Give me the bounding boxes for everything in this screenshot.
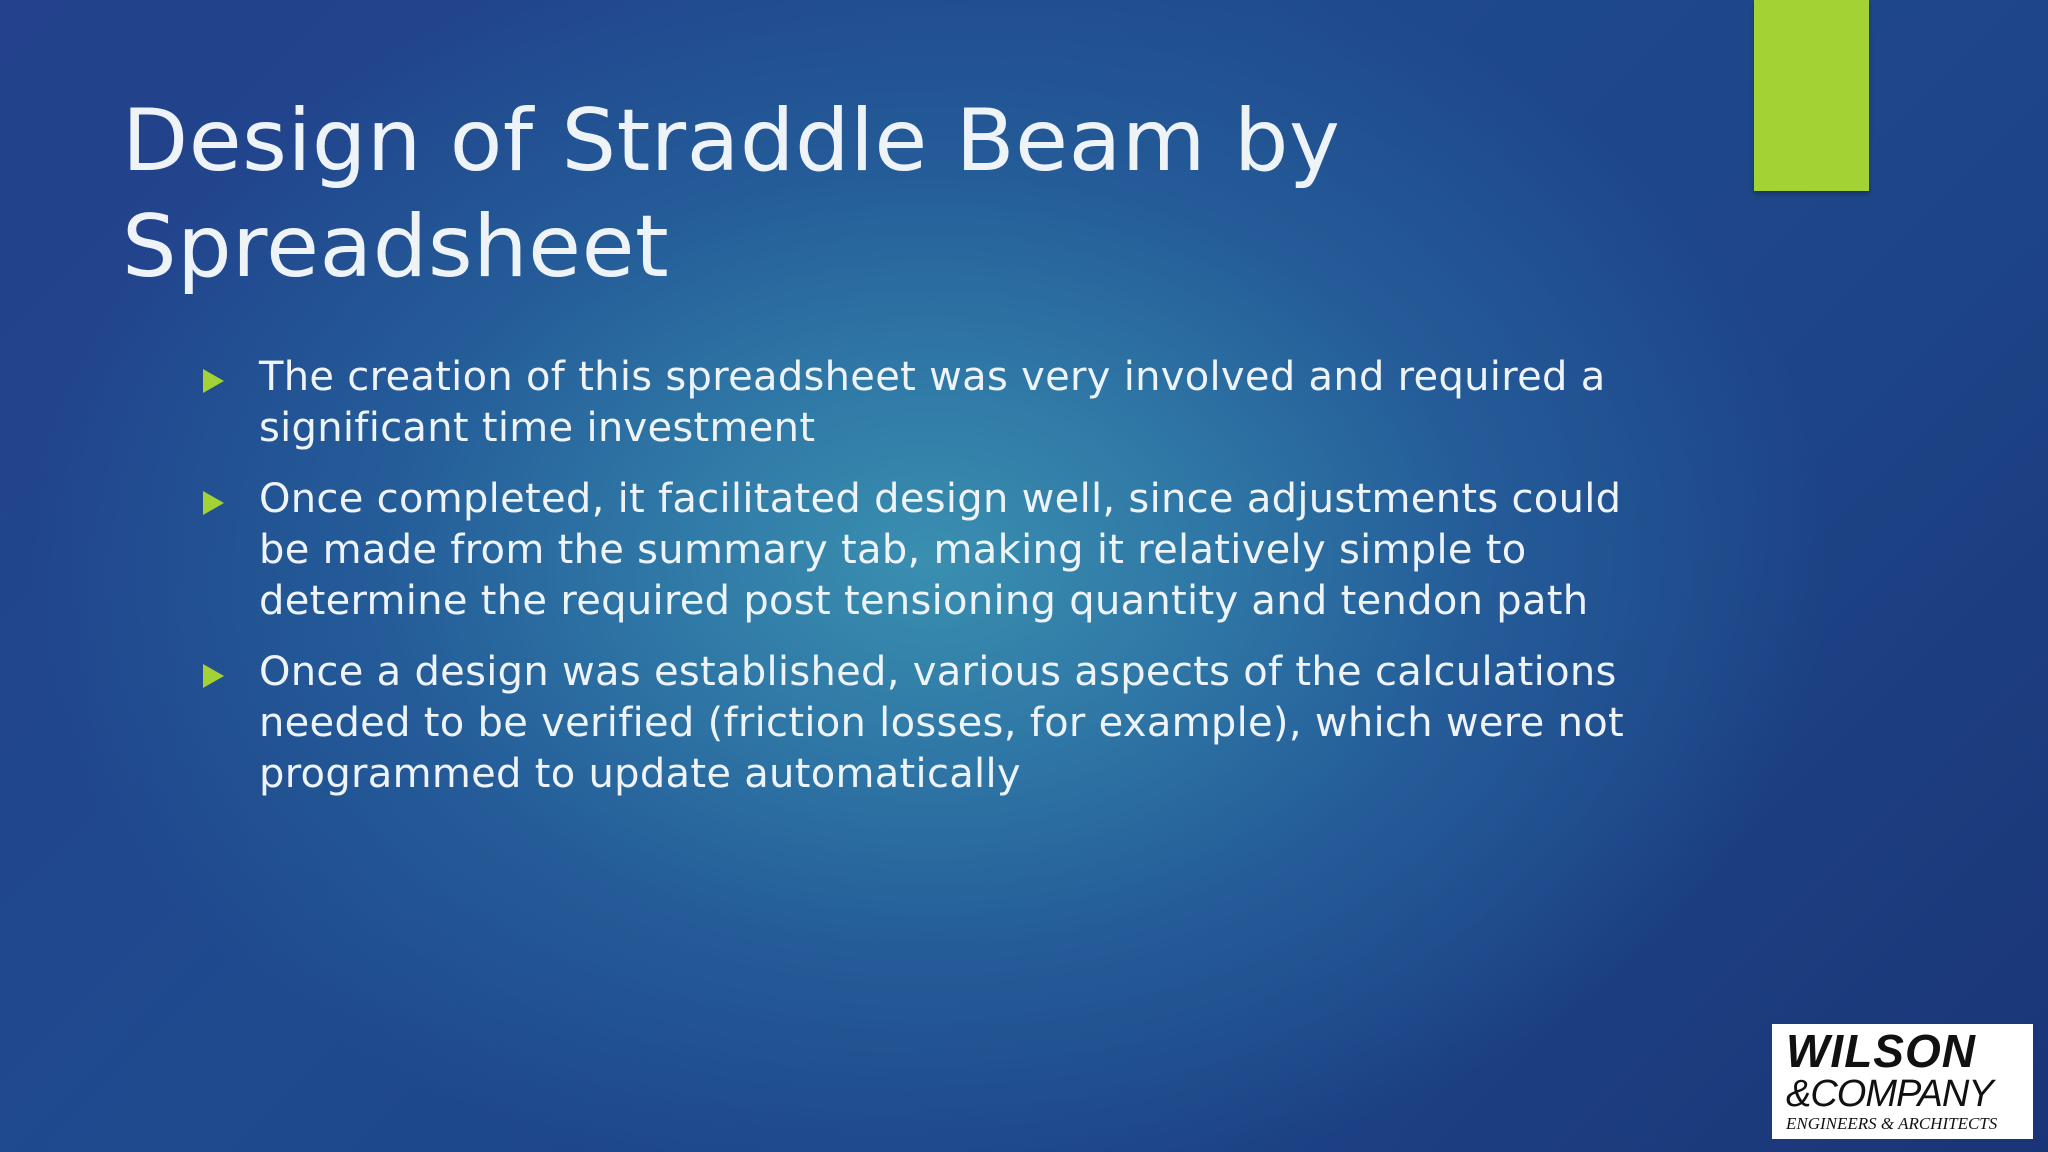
bullet-item (203, 474, 1683, 627)
bullet-arrow-icon (203, 664, 224, 688)
bullet-arrow-icon (203, 369, 224, 393)
bullet-text: Once a design was established, various aspects of the calculations needed to be verified (friction losses, for example), which were not programmed to update automatically (259, 649, 1625, 797)
bullet-text: The creation of this spreadsheet was very involved and required a significant time investment (259, 354, 1606, 451)
bullet-list (203, 352, 1683, 820)
accent-bar (1754, 0, 1869, 191)
bullet-text: Once completed, it facilitated design well, since adjustments could be made from the summary tab, making it relatively simple to determine the required post tensioning quantity and tendon path (259, 476, 1622, 624)
bullet-item (203, 647, 1683, 800)
bullet-arrow-icon (203, 491, 224, 515)
bullet-item (203, 352, 1683, 454)
logo-tagline: ENGINEERS & ARCHITECTS (1786, 1114, 1998, 1133)
slide-title: Design of Straddle Beam by Spreadsheet (122, 91, 1341, 297)
logo-wordmark: WILSON (1786, 1025, 1976, 1077)
logo-company: &COMPANY (1786, 1073, 1993, 1115)
company-logo (1772, 1024, 2033, 1139)
